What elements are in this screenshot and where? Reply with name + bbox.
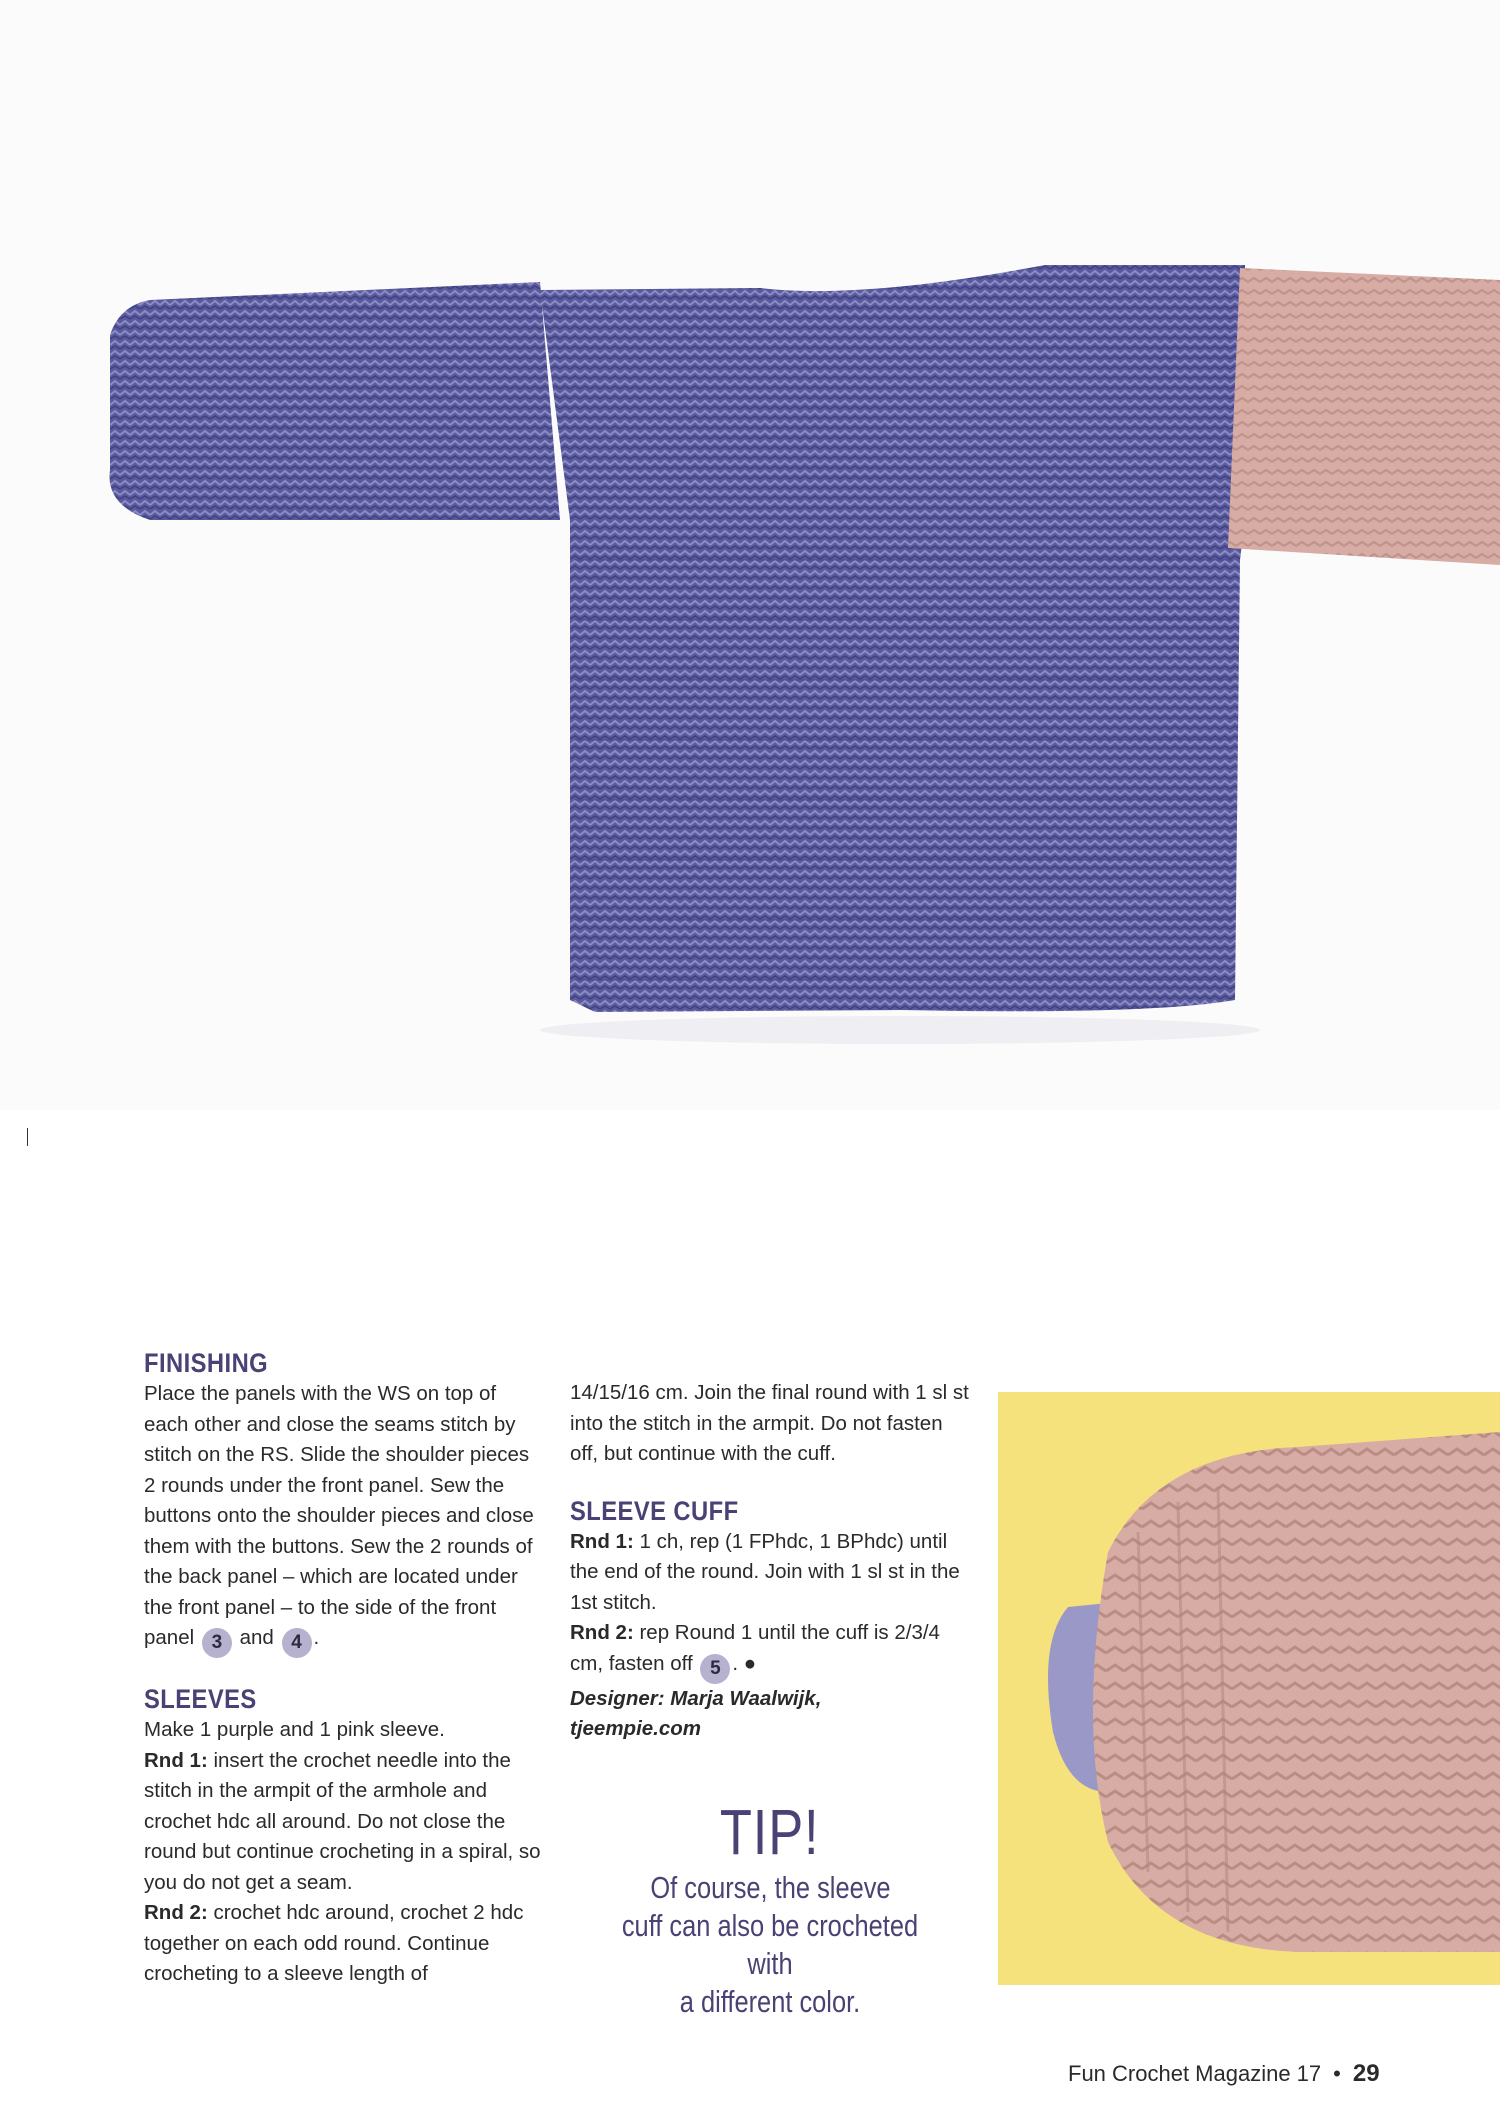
step-badge-3: 3 (202, 1628, 232, 1658)
sleeves-rnd1-text: insert the crochet needle into the stitch in the armpit of the armhole and crochet hdc all around. Do not close the round but continue crocheting in a spiral, so you do not get a seam. (144, 1748, 541, 1894)
sleeves-intro: Make 1 purple and 1 pink sleeve. (144, 1718, 445, 1741)
cuff-end: . ● (732, 1651, 757, 1675)
left-sleeve (110, 282, 561, 520)
sleeves-rnd2-text: crochet hdc around, crochet 2 hdc together on each odd round. Continue crocheting to a sleeve length of (144, 1901, 524, 1985)
crop-mark (27, 1128, 28, 1146)
cuff-photo (998, 1392, 1500, 1985)
finishing-end: . (313, 1626, 320, 1649)
sleeves-rnd1-label: Rnd 1: (144, 1748, 208, 1772)
cuff-rnd1-text: 1 ch, rep (1 FPhdc, 1 BPhdc) until the end of the round. Join with 1 sl st in the 1st stitch. (570, 1529, 960, 1614)
tip-line-3: a different color. (679, 1984, 861, 2019)
cuff-rnd1-label: Rnd 1: (570, 1529, 634, 1553)
cuff-rnd2-text: rep Round 1 until the cuff is 2/3/4 cm, fasten off (570, 1621, 940, 1675)
page-footer (1068, 2060, 1380, 2088)
tip-callout (575, 1795, 965, 2021)
right-sleeve (1228, 268, 1500, 565)
column-left (144, 1348, 544, 1990)
tip-label: TIP! (720, 1796, 820, 1868)
cuff-illustration (998, 1392, 1500, 1985)
step-badge-5: 5 (700, 1654, 730, 1684)
column-middle (570, 1378, 970, 1745)
cuff-rnd2-label: Rnd 2: (570, 1621, 634, 1644)
tip-line-2: cuff can also be crocheted with (621, 1908, 919, 1981)
finishing-text (144, 1379, 544, 1658)
footer-bullet: • (1333, 2061, 1341, 2086)
page-number: 29 (1352, 2060, 1380, 2087)
finishing-and: and (239, 1626, 274, 1649)
sleeve-cuff-heading: SLEEVE CUFF (570, 1495, 739, 1526)
sleeves-heading: SLEEVES (144, 1684, 257, 1714)
sweater-body (540, 265, 1245, 1012)
pink-sleeve (1093, 1432, 1500, 1952)
finishing-heading: FINISHING (144, 1348, 269, 1378)
step-badge-4: 4 (282, 1628, 312, 1658)
finishing-body: Place the panels with the WS on top of each other and close the seams stitch by stitch on the RS. Slide the shoulder pieces 2 rounds under the front panel. Sew the buttons onto the shoulder pieces and close them with the buttons. Sew the 2 rounds of the back panel – which are located under the front panel – to the side of the front panel (144, 1382, 534, 1649)
designer-credit: Designer: Marja Waalwijk, (570, 1686, 822, 1710)
col2-continuation: 14/15/16 cm. Join the final round with 1 sl st into the stitch in the armpit. Do not fasten off, but continue with the cuff. (570, 1381, 969, 1465)
sleeve-cuff-text (570, 1527, 970, 1745)
sleeves-rnd2-label: Rnd 2: (144, 1901, 208, 1924)
sleeves-text (144, 1715, 544, 1990)
designer-website: tjeempie.com (570, 1717, 702, 1740)
magazine-name: Fun Crochet Magazine 17 (1068, 2061, 1322, 2086)
tip-line-1: Of course, the sleeve (649, 1870, 891, 1905)
